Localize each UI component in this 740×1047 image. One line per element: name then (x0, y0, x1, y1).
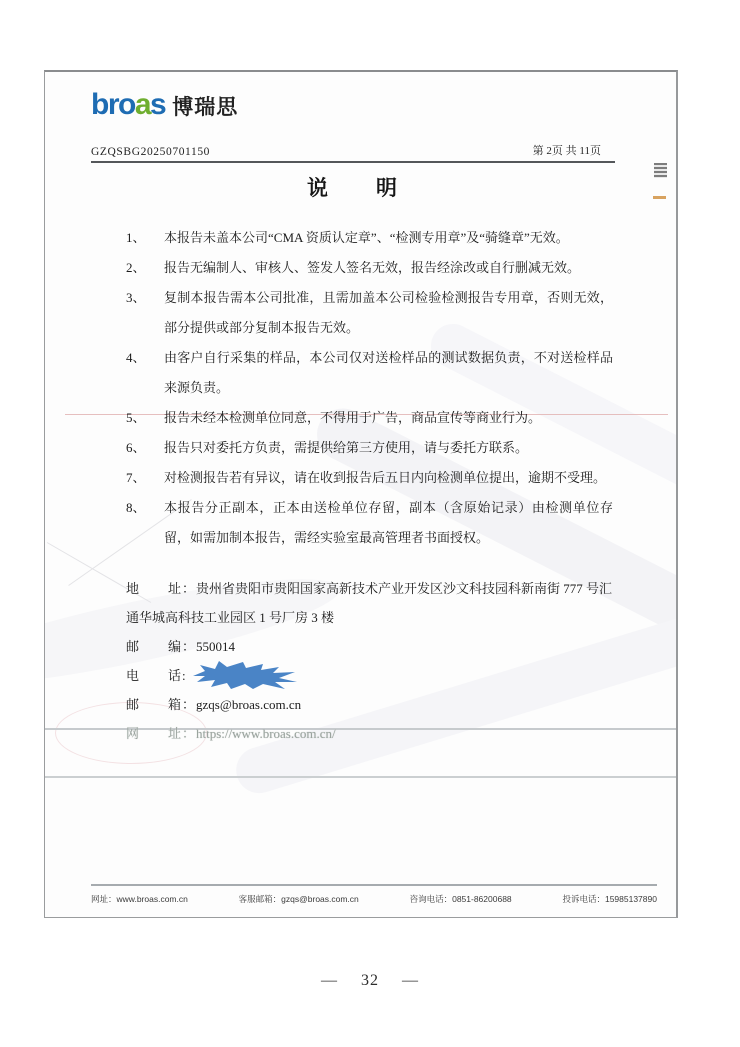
report-header-row (91, 142, 615, 163)
scanned-report-sheet (44, 70, 678, 918)
note-item-6: 6、 报告只对委托方负责，需提供给第三方使用，请与委托方联系。 (126, 440, 529, 455)
logo-latin-text: broas (91, 88, 166, 121)
contact-block (126, 574, 613, 748)
note-item-7: 7、 对检测报告若有异议，请在收到报告后五日内向检测单位提出，逾期不受理。 (126, 470, 607, 485)
contact-email: 邮 箱：gzqs@broas.com.cn (126, 697, 302, 713)
footer-inquiry-phone: 咨询电话：0851-86200688 (409, 894, 512, 904)
footer-strip (91, 884, 657, 905)
note-item-3: 3、 复制本报告需本公司批准，且需加盖本公司检验检测报告专用章，否则无效，部分提供或部分复制本报告无效。 (126, 290, 613, 335)
phone-redaction-scribble-icon (191, 660, 299, 690)
page-title: 说 明 (307, 176, 399, 200)
document-page-number: — 32 — (321, 972, 419, 989)
note-item-5: 5、 报告未经本检测单位同意，不得用于广告，商品宣传等商业行为。 (126, 410, 542, 425)
contact-phone: 电 话: (126, 661, 613, 690)
report-number: GZQSBG20250701150 (91, 146, 211, 158)
footer-website: 网址：www.broas.com.cn (91, 894, 188, 904)
note-item-8: 8、 本报告分正副本，正本由送检单位存留，副本（含原始记录）由检测单位存留，如需加制本报告，需经实验室最高管理者书面授权。 (126, 500, 613, 545)
footer-service-email: 客服邮箱：gzqs@broas.com.cn (238, 894, 359, 904)
contact-postcode: 邮 编：550014 (126, 639, 236, 654)
note-item-1: 1、 本报告未盖本公司“CMA 资质认定章”、“检测专用章”及“骑缝章”无效。 (126, 230, 569, 245)
contact-website: 网 址：https://www.broas.com.cn/ (126, 726, 336, 742)
page-indicator: 第 2页 共 11页 (532, 145, 601, 157)
footer-complaint-phone: 投诉电话：15985137890 (562, 894, 657, 904)
note-item-2: 2、 报告无编制人、审核人、签发人签名无效，报告经涂改或自行删减无效。 (126, 260, 581, 275)
note-item-4: 4、 由客户自行采集的样品，本公司仅对送检样品的测试数据负责，不对送检样品来源负责。 (126, 350, 613, 395)
sheet-content (45, 72, 676, 917)
logo-chinese-name: 博瑞思 (172, 96, 239, 119)
contact-address: 地 址：贵州省贵阳市贵阳国家高新技术产业开发区沙文科技园科新南街 777 号汇通华城高科技工业园区 1 号厂房 3 楼 (126, 581, 613, 625)
company-logo (91, 88, 638, 122)
notes-list (126, 223, 613, 553)
